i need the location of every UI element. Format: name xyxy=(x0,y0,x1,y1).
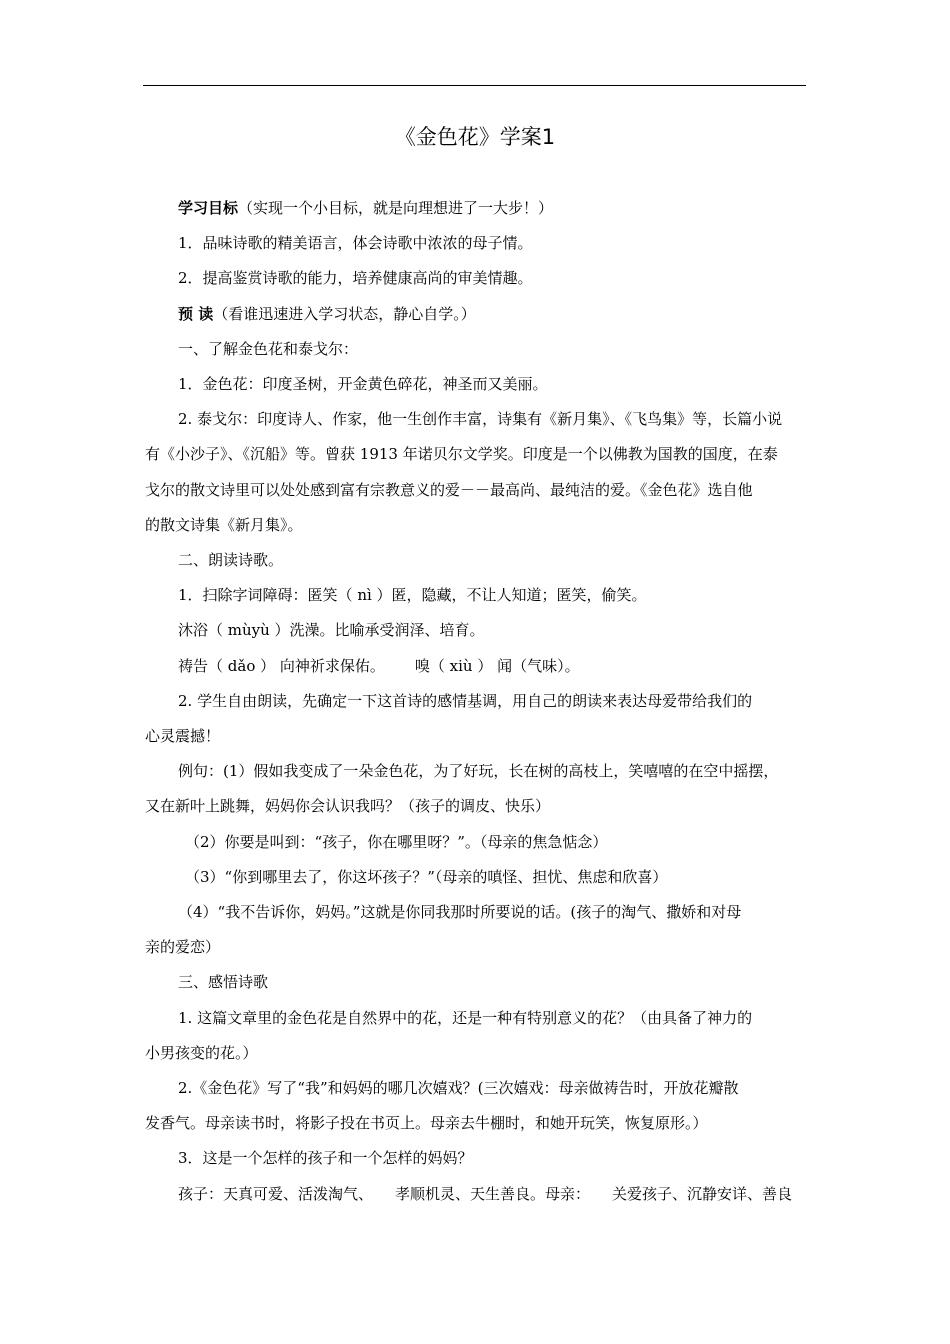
vocab-line: 1．扫除字词障碍：匿笑（ nì ）匿，隐藏，不让人知道；匿笑，偷笑。 xyxy=(178,586,647,605)
page-title: 《金色花》学案1 xyxy=(394,125,556,149)
question1-line: 小男孩变的花。） xyxy=(145,1043,258,1062)
example-4-line: 亲的爱恋） xyxy=(145,938,221,957)
goal-item: 2．提高鉴赏诗歌的能力，培养健康高尚的审美情趣。 xyxy=(178,269,533,288)
question2-line: 2.《金色花》写了“我”和妈妈的哪几次嬉戏？(三次嬉戏：母亲做祷告时，开放花瓣散 xyxy=(178,1079,739,1098)
goal-item: 1．品味诗歌的精美语言，体会诗歌中浓浓的母子情。 xyxy=(178,234,533,253)
section1-item2-line: 的散文诗集《新月集》。 xyxy=(145,515,303,534)
vocab-smell: 嗅（ xiù ） 闻（气味）。 xyxy=(414,656,580,675)
example-3: （3）“你到哪里去了，你这坏孩子？”（母亲的嗔怪、担忧、焦虑和欣喜） xyxy=(185,867,668,886)
vocab-line: 沐浴（ mùyù ）洗澡。比喻承受润泽、培育。 xyxy=(178,621,485,640)
question2-line: 发香气。母亲读书时，将影子投在书页上。母亲去牛棚时，和她开玩笑，恢复原形。） xyxy=(145,1114,708,1133)
goals-note: （实现一个小目标，就是向理想进了一大步！） xyxy=(238,199,554,217)
example-4-line: （4）“我不告诉你，妈妈。”这就是你同我那时所要说的话。(孩子的淘气、撒娇和对母 xyxy=(178,903,742,922)
preread-heading-line xyxy=(145,297,811,332)
question3: 3．这是一个怎样的孩子和一个怎样的妈妈？ xyxy=(178,1149,473,1168)
section1-item2-line: 戈尔的散文诗里可以处处感到富有宗教意义的爱－－最高尚、最纯洁的爱。《金色花》选自他 xyxy=(145,480,753,499)
answer3-line xyxy=(145,1177,811,1212)
section1-item2-line: 有《小沙子》、《沉船》等。曾获 1913 年诺贝尔文学奖。印度是一个以佛教为国教的国度，在泰 xyxy=(145,445,778,464)
question1-line: 1. 这篇文章里的金色花是自然界中的花，还是一种有特别意义的花？（由具备了神力的 xyxy=(178,1008,753,1027)
section3-heading: 三、感悟诗歌 xyxy=(178,973,269,992)
document-body xyxy=(145,191,811,1212)
preread-note: （看谁迅速进入学习状态，静心自学。） xyxy=(213,304,476,323)
preread-heading: 预 读 xyxy=(178,304,214,323)
answer3-child: 孩子：天真可爱、活泼淘气、 xyxy=(178,1184,374,1203)
section1-heading: 一、了解金色花和泰戈尔： xyxy=(178,339,359,358)
example-line: 例句：(1）假如我变成了一朵金色花，为了好玩，长在树的高枝上，笑嘻嘻的在空中摇摆， xyxy=(178,762,779,781)
section2-item2-line: 心灵震撼！ xyxy=(145,727,221,746)
goals-heading: 学习目标 xyxy=(178,199,239,217)
example-2: （2）你要是叫到：“孩子，你在哪里呀？”。（母亲的焦急惦念） xyxy=(185,832,608,851)
answer3-middle: 孝顺机灵、天生善良。母亲： xyxy=(395,1184,591,1203)
vocab-line xyxy=(145,649,811,684)
answer3-mother: 关爱孩子、沉静安详、善良 xyxy=(612,1184,793,1203)
header-rule xyxy=(143,85,806,86)
example-line: 又在新叶上跳舞，妈妈你会认识我吗？（孩子的调皮、快乐） xyxy=(145,797,551,816)
vocab-pray: 祷告（ dǎo ） 向神祈求保佑。 xyxy=(178,656,385,675)
section1-item1: 1．金色花：印度圣树，开金黄色碎花，神圣而又美丽。 xyxy=(178,375,548,394)
section2-heading: 二、朗读诗歌。 xyxy=(178,551,284,570)
section2-item2-line: 2. 学生自由朗读，先确定一下这首诗的感情基调，用自己的朗读来表达母爱带给我们的 xyxy=(178,691,753,710)
section1-item2-line: 2. 泰戈尔：印度诗人、作家，他一生创作丰富，诗集有《新月集》、《飞鸟集》等，长篇小说 xyxy=(178,410,783,429)
goals-heading-line xyxy=(145,191,811,226)
